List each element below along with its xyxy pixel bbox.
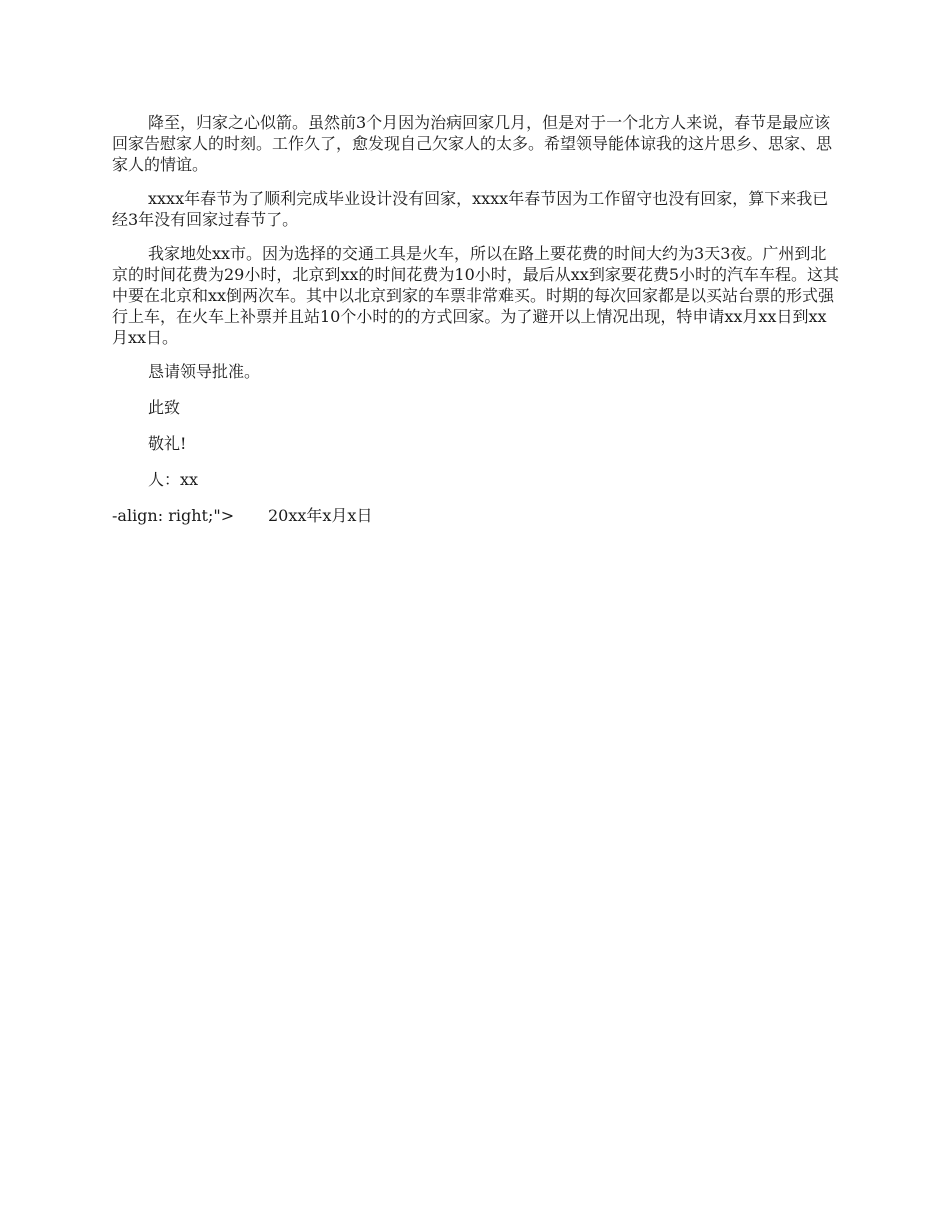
paragraph-3: 我家地处xx市。因为选择的交通工具是火车，所以在路上要花费的时间大约为3天3夜。广州到北京的时间花费为29小时，北京到xx的时间花费为10小时，最后从xx到家要花费5小时的汽车车程。这其中要在北京和xx倒两次车。其中以北京到家的车票非常难买。时期的每次回家都是以买站台票的形式强行上车，在火车上补票并且站10个小时的的方式回家。为了避开以上情况出现，特申请xx月xx日到xx月xx日。 bbox=[112, 244, 839, 347]
paragraph-2: xxxx年春节为了顺利完成毕业设计没有回家，xxxx年春节因为工作留守也没有回家，算下来我已经3年没有回家过春节了。 bbox=[112, 189, 829, 229]
closing-line-2: 敬礼! bbox=[148, 434, 187, 453]
signature-line: 人：xx bbox=[148, 470, 199, 489]
request-line: 恳请领导批准。 bbox=[148, 362, 261, 381]
date-text: 20xx年x月x日 bbox=[268, 506, 373, 525]
closing-line-1: 此致 bbox=[148, 398, 181, 417]
document-body bbox=[112, 112, 842, 526]
date-line bbox=[112, 505, 842, 526]
stray-markup-text: -align: right;"> bbox=[112, 506, 235, 525]
paragraph-1: 降至，归家之心似箭。虽然前3个月因为治病回家几月，但是对于一个北方人来说，春节是最应该回家告慰家人的时刻。工作久了，愈发现自己欠家人的太多。希望领导能体谅我的这片思乡、思家、思家人的情谊。 bbox=[112, 113, 833, 174]
